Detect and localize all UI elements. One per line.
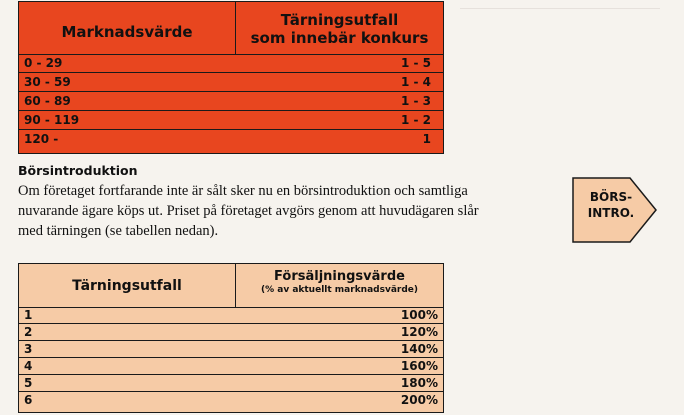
dice-cell: 1 - 2: [400, 113, 431, 127]
dice-cell: 1 - 5: [400, 56, 431, 70]
market-value-cell: 90 - 119: [24, 113, 80, 127]
market-value-cell: 120 -: [24, 132, 59, 146]
header-dice-outcome: [236, 2, 443, 54]
header-sale-value: [236, 264, 443, 307]
dice-cell: 2: [24, 325, 33, 339]
arrow-label: [586, 189, 636, 221]
table-row: [19, 392, 443, 409]
arrow-label-line2: INTRO.: [587, 206, 635, 220]
bankruptcy-table: [18, 1, 444, 154]
show-through-shadow: [460, 8, 660, 99]
value-cell: 180%: [400, 376, 438, 390]
section-heading: Börsintroduktion: [18, 163, 138, 178]
market-value-cell: 30 - 59: [24, 75, 71, 89]
table-row: [19, 92, 443, 111]
header-market-value: Marknadsvärde: [19, 2, 236, 54]
dice-cell: 5: [24, 376, 33, 390]
arrow-label-line1: BÖRS-: [589, 190, 633, 204]
dice-cell: 1 - 4: [400, 75, 431, 89]
table-row: [19, 375, 443, 392]
bankruptcy-table-header: [19, 2, 443, 55]
paragraph-line: Om företaget fortfarande inte är sålt sker nu en börsintroduktion och samtliga: [18, 183, 468, 199]
paragraph-line: med tärningen (se tabellen nedan).: [18, 223, 219, 239]
dice-cell: 6: [24, 393, 33, 407]
value-cell: 140%: [400, 342, 438, 356]
dice-cell: 4: [24, 359, 33, 373]
table-row: [19, 73, 443, 92]
table-row: [19, 111, 443, 130]
value-cell: 120%: [400, 325, 438, 339]
sale-value-table-header: [19, 264, 443, 308]
dice-cell: 1: [24, 308, 33, 322]
value-cell: 200%: [400, 393, 438, 407]
ipo-arrow: [570, 175, 660, 245]
market-value-cell: 0 - 29: [24, 56, 63, 70]
dice-cell: 3: [24, 342, 33, 356]
dice-cell: 1: [422, 132, 431, 146]
header-dice-outcome: Tärningsutfall: [19, 264, 236, 307]
value-cell: 100%: [400, 308, 438, 322]
table-row: [19, 324, 443, 341]
value-cell: 160%: [400, 359, 438, 373]
header-sale-value-sub: (% av aktuellt marknadsvärde): [260, 285, 418, 295]
table-row: [19, 54, 443, 73]
market-value-cell: 60 - 89: [24, 94, 71, 108]
header-sale-value-main: Försäljningsvärde: [274, 269, 405, 284]
header-dice-line2: som innebär konkurs: [250, 29, 429, 47]
table-row: [19, 130, 443, 149]
section-paragraph: [18, 181, 558, 241]
table-row: [19, 307, 443, 324]
header-dice-line1: Tärningsutfall: [280, 11, 399, 29]
paragraph-line: nuvarande ägare köps ut. Priset på företaget avgörs genom att huvudägaren slår: [18, 203, 479, 219]
table-row: [19, 358, 443, 375]
table-row: [19, 341, 443, 358]
sale-value-table: [18, 263, 444, 413]
dice-cell: 1 - 3: [400, 94, 431, 108]
